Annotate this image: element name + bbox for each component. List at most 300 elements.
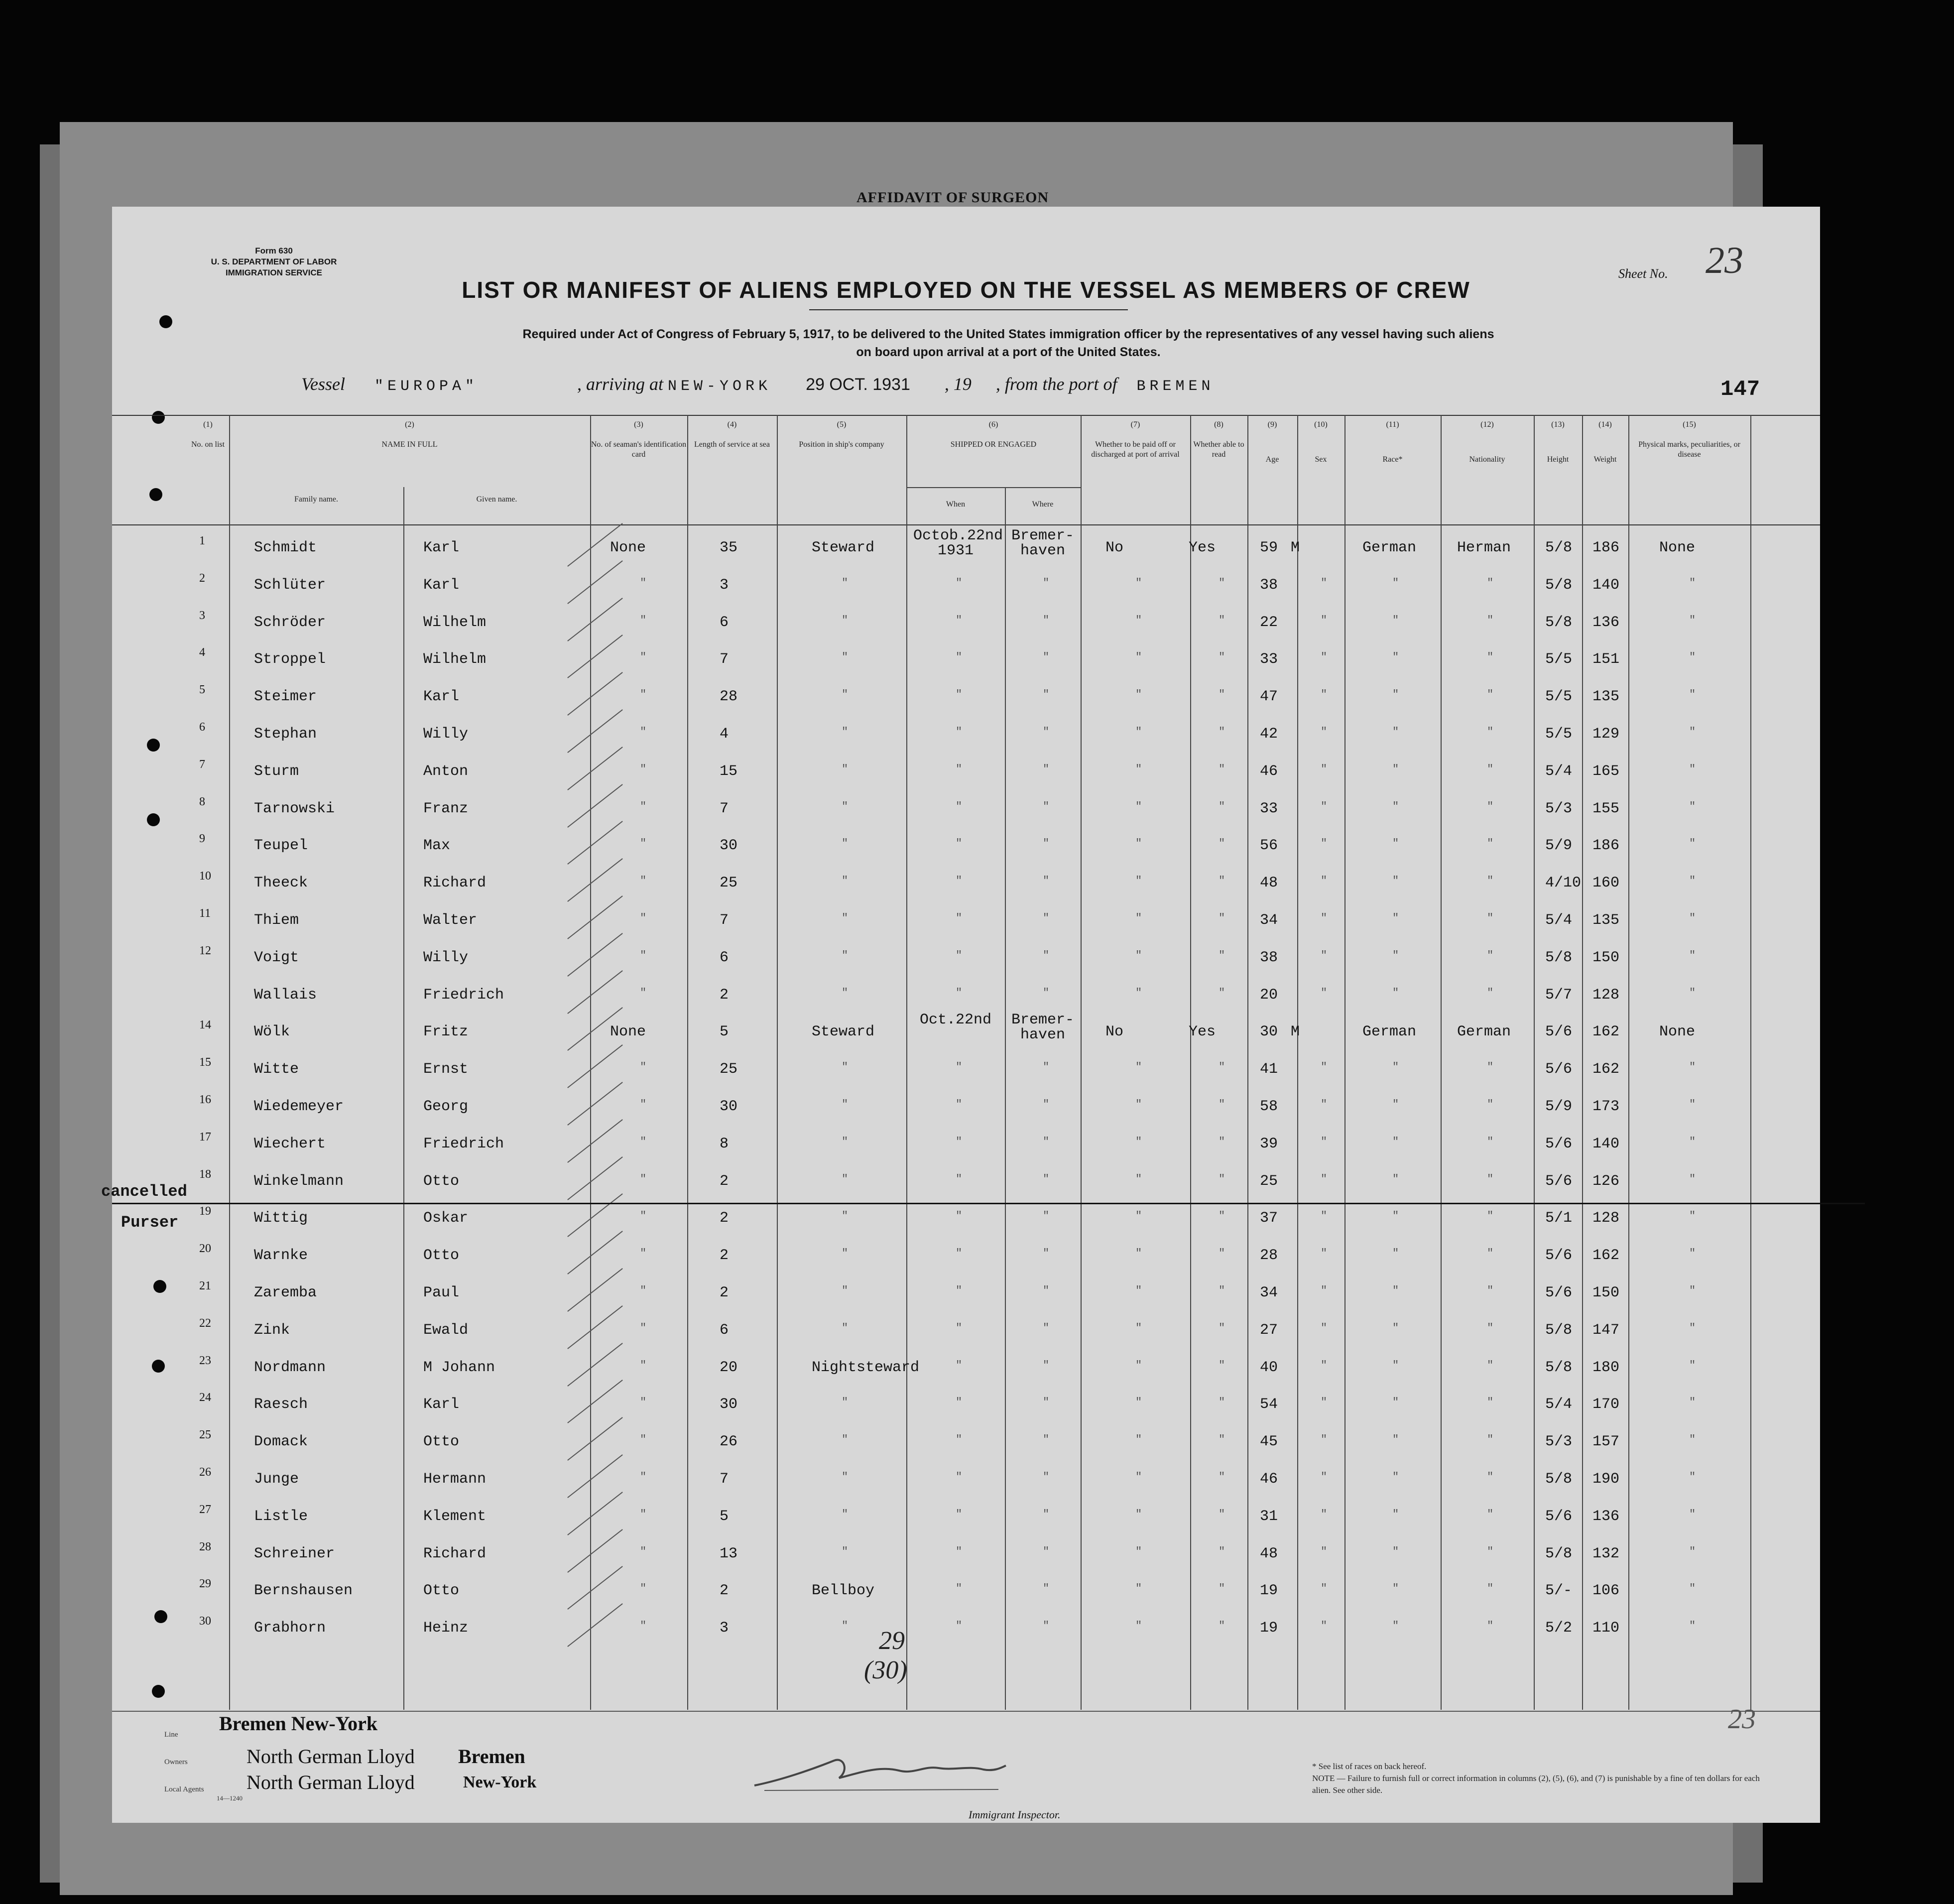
cell-when: "	[956, 614, 963, 627]
cell-marks: "	[1689, 1545, 1696, 1558]
cell-race: "	[1392, 1545, 1399, 1558]
cell-card: "	[640, 1247, 647, 1260]
cell-position: "	[842, 800, 849, 813]
cell-where: "	[1043, 688, 1050, 701]
cell-paid: "	[1135, 875, 1142, 888]
cell-sex: "	[1321, 726, 1328, 738]
cell-where: "	[1043, 1247, 1050, 1260]
cell-family: Wiedemeyer	[254, 1098, 344, 1115]
cell-given: Oskar	[423, 1210, 469, 1227]
cell-service: 8	[720, 1135, 729, 1152]
cell-height: 5/8	[1545, 1471, 1573, 1488]
cell-position: Bellboy	[812, 1582, 875, 1600]
date-stamp: 29 OCT. 1931	[806, 375, 910, 394]
inspector-signature	[749, 1751, 1008, 1795]
cell-where: "	[1043, 1396, 1050, 1409]
cell-nationality: "	[1487, 1359, 1494, 1372]
cell-nationality: "	[1487, 614, 1494, 627]
cell-paid: "	[1135, 1247, 1142, 1260]
cell-height: 5/6	[1545, 1023, 1573, 1041]
cell-position: "	[842, 762, 849, 775]
row-number: 9	[199, 832, 205, 846]
cell-paid: "	[1135, 1135, 1142, 1148]
corner-mark: 23	[1728, 1704, 1756, 1735]
cell-paid: No	[1105, 1023, 1124, 1041]
cell-sex: "	[1321, 651, 1328, 664]
cell-sex: "	[1321, 614, 1328, 627]
check-mark	[567, 1268, 623, 1312]
cell-card: "	[640, 1359, 647, 1372]
arrival-port: NEW-YORK	[668, 378, 772, 395]
cell-when: "	[956, 651, 963, 664]
cell-sex: "	[1321, 762, 1328, 775]
cell-given: Wilhelm	[423, 614, 487, 631]
cell-when: "	[956, 1098, 963, 1111]
cell-race: "	[1392, 1508, 1399, 1521]
cell-paid: "	[1135, 1359, 1142, 1372]
cell-when: "	[956, 1582, 963, 1595]
row-number: 25	[199, 1428, 211, 1442]
cell-family: Sturm	[254, 762, 299, 780]
family-name-header: Family name.	[294, 495, 338, 504]
cell-race: "	[1392, 1210, 1399, 1223]
cell-read: Yes	[1189, 539, 1216, 556]
cell-position: "	[842, 1321, 849, 1334]
manifest-sheet	[101, 207, 1820, 1823]
form-code: 14—1240	[217, 1794, 243, 1802]
cell-weight: 136	[1592, 1508, 1620, 1525]
check-mark	[567, 1044, 623, 1088]
cell-marks: "	[1689, 1471, 1696, 1483]
cell-height: 5/4	[1545, 912, 1573, 929]
cell-sex: "	[1321, 1135, 1328, 1148]
cell-paid: "	[1135, 1545, 1142, 1558]
cell-read: "	[1219, 912, 1225, 924]
cell-marks: "	[1689, 1396, 1696, 1409]
cell-weight: 106	[1592, 1582, 1620, 1600]
cell-read: "	[1219, 1135, 1225, 1148]
table-row	[112, 1610, 1820, 1647]
table-row	[112, 827, 1820, 865]
check-mark	[567, 1119, 623, 1163]
cell-age: 34	[1260, 912, 1278, 929]
cell-given: Karl	[423, 539, 460, 556]
cell-read: "	[1219, 762, 1225, 775]
row-number: 30	[199, 1615, 211, 1628]
cell-family: Wiechert	[254, 1135, 326, 1152]
cell-read: "	[1219, 1396, 1225, 1409]
cell-read: "	[1219, 1321, 1225, 1334]
cell-weight: 155	[1592, 800, 1620, 817]
cell-marks: "	[1689, 1620, 1696, 1633]
cell-age: 47	[1260, 688, 1278, 706]
cell-paid: "	[1135, 614, 1142, 627]
cell-weight: 151	[1592, 651, 1620, 668]
cell-where: "	[1043, 1433, 1050, 1446]
cell-paid: "	[1135, 949, 1142, 962]
table-row	[112, 604, 1820, 641]
cell-weight: 147	[1592, 1321, 1620, 1339]
cell-given: Hermann	[423, 1471, 487, 1488]
cell-marks: "	[1689, 614, 1696, 627]
agents-label: Local Agents	[164, 1785, 204, 1793]
cell-height: 5/3	[1545, 1433, 1573, 1451]
cell-read: Yes	[1189, 1023, 1216, 1041]
check-mark	[567, 858, 623, 902]
cell-paid: "	[1135, 1582, 1142, 1595]
cell-card: "	[640, 1471, 647, 1483]
row-number: 4	[199, 646, 205, 659]
cell-given: Richard	[423, 875, 487, 892]
cell-when: "	[956, 1620, 963, 1633]
cell-height: 5/4	[1545, 1396, 1573, 1413]
cell-sex: "	[1321, 1433, 1328, 1446]
line-value: Bremen New-York	[219, 1712, 378, 1735]
cell-given: Otto	[423, 1433, 460, 1451]
cell-read: "	[1219, 875, 1225, 888]
cell-height: 5/5	[1545, 688, 1573, 706]
cell-service: 2	[720, 1247, 729, 1265]
cell-height: 5/8	[1545, 576, 1573, 594]
cell-position: "	[842, 726, 849, 738]
cell-weight: 190	[1592, 1471, 1620, 1488]
cell-where: "	[1043, 1061, 1050, 1074]
cell-position: "	[842, 651, 849, 664]
table-row	[112, 1535, 1820, 1573]
cell-service: 15	[720, 762, 738, 780]
cell-age: 59	[1260, 539, 1278, 556]
cell-card: "	[640, 1396, 647, 1409]
cell-marks: "	[1689, 1061, 1696, 1074]
manifest-title: LIST OR MANIFEST OF ALIENS EMPLOYED ON THE VESSEL AS MEMBERS OF CREW	[462, 277, 1470, 303]
cell-family: Tarnowski	[254, 800, 335, 817]
cell-card: "	[640, 1545, 647, 1558]
row-number: 1	[199, 534, 205, 547]
cell-race: "	[1392, 1359, 1399, 1372]
cell-weight: 170	[1592, 1396, 1620, 1413]
cell-where: "	[1043, 1508, 1050, 1521]
cell-weight: 160	[1592, 875, 1620, 892]
cell-age: 38	[1260, 576, 1278, 594]
cell-sex: M	[1291, 539, 1300, 556]
cell-service: 7	[720, 1471, 729, 1488]
cell-position: "	[842, 576, 849, 589]
cell-marks: "	[1689, 1247, 1696, 1260]
cell-read: "	[1219, 726, 1225, 738]
cell-height: 5/5	[1545, 726, 1573, 743]
departure-port: BREMEN	[1136, 378, 1215, 395]
cell-service: 2	[720, 1582, 729, 1600]
cell-nationality: "	[1487, 1433, 1494, 1446]
cell-age: 45	[1260, 1433, 1278, 1451]
col1-header: (1) No. on list	[191, 420, 225, 449]
cell-marks: "	[1689, 1135, 1696, 1148]
cell-race: German	[1362, 539, 1417, 556]
cell-height: 5/8	[1545, 1321, 1573, 1339]
cell-given: Paul	[423, 1284, 460, 1301]
cell-nationality: "	[1487, 651, 1494, 664]
punch-hole	[159, 315, 172, 328]
cell-paid: "	[1135, 576, 1142, 589]
cell-nationality: "	[1487, 1284, 1494, 1297]
cell-sex: "	[1321, 1061, 1328, 1074]
cell-card: "	[640, 1508, 647, 1521]
cell-race: "	[1392, 837, 1399, 850]
cell-paid: "	[1135, 837, 1142, 850]
cell-read: "	[1219, 837, 1225, 850]
cell-card: None	[610, 1023, 646, 1041]
row-number: 2	[199, 571, 205, 585]
cell-paid: "	[1135, 1210, 1142, 1223]
cell-family: Stephan	[254, 726, 317, 743]
cell-card: "	[640, 688, 647, 701]
cell-card: "	[640, 1172, 647, 1185]
row-number: 27	[199, 1503, 211, 1516]
cell-family: Wölk	[254, 1023, 290, 1041]
cell-marks: "	[1689, 1582, 1696, 1595]
cell-race: "	[1392, 1061, 1399, 1074]
cell-nationality: "	[1487, 1172, 1494, 1185]
cell-when: "	[956, 1061, 963, 1074]
cell-marks: "	[1689, 1433, 1696, 1446]
check-mark	[567, 970, 623, 1014]
table-row	[112, 865, 1820, 902]
cell-height: 5/8	[1545, 539, 1573, 556]
cell-paid: "	[1135, 726, 1142, 738]
cell-service: 2	[720, 1284, 729, 1301]
cell-family: Voigt	[254, 949, 299, 966]
cell-given: Georg	[423, 1098, 469, 1115]
cell-sex: "	[1321, 1172, 1328, 1185]
cell-service: 5	[720, 1023, 729, 1041]
cell-nationality: "	[1487, 837, 1494, 850]
cell-given: Walter	[423, 912, 478, 929]
manifest-subtitle: Required under Act of Congress of February 5, 1917, to be delivered to the United States immigration officer by the representatives of any vessel having such aliens on board upon arrival at a port of the United States.	[522, 327, 1494, 359]
cell-read: "	[1219, 1247, 1225, 1260]
table-row	[112, 1051, 1820, 1088]
where-header: Where	[1032, 500, 1054, 508]
cell-nationality: "	[1487, 1210, 1494, 1223]
cell-height: 5/6	[1545, 1061, 1573, 1078]
cell-when: "	[956, 949, 963, 962]
col3-header: (3) No. of seaman's identification card	[591, 420, 687, 459]
cell-service: 25	[720, 1061, 738, 1078]
cell-when: "	[956, 912, 963, 924]
cell-race: "	[1392, 576, 1399, 589]
cell-paid: "	[1135, 1098, 1142, 1111]
cell-marks: "	[1689, 651, 1696, 664]
cell-sex: "	[1321, 1508, 1328, 1521]
cell-weight: 157	[1592, 1433, 1620, 1451]
cell-where: "	[1043, 1098, 1050, 1111]
cell-given: Ernst	[423, 1061, 469, 1078]
cancellation-strike	[112, 1203, 1865, 1204]
cell-marks: "	[1689, 1321, 1696, 1334]
cell-weight: 150	[1592, 949, 1620, 966]
inspector-label: Immigrant Inspector.	[969, 1808, 1061, 1821]
cell-height: 5/6	[1545, 1135, 1573, 1152]
cell-nationality: "	[1487, 1321, 1494, 1334]
check-mark	[567, 1603, 623, 1647]
sheet-number-label: Sheet No.	[1618, 266, 1668, 281]
col10-header: (10) Sex	[1314, 420, 1328, 464]
cell-service: 7	[720, 800, 729, 817]
cell-marks: None	[1659, 539, 1696, 556]
cell-nationality: "	[1487, 688, 1494, 701]
check-mark	[567, 1156, 623, 1200]
cell-given: Willy	[423, 726, 469, 743]
cell-when: "	[956, 688, 963, 701]
cell-nationality: "	[1487, 875, 1494, 888]
cell-card: "	[640, 949, 647, 962]
handwritten-tally: 29 (30)	[864, 1627, 907, 1684]
check-mark	[567, 672, 623, 716]
vessel-name: "EUROPA"	[374, 378, 479, 395]
cell-race: "	[1392, 1247, 1399, 1260]
cell-age: 27	[1260, 1321, 1278, 1339]
cell-age: 34	[1260, 1284, 1278, 1301]
cell-service: 30	[720, 1098, 738, 1115]
cell-position: "	[842, 1135, 849, 1148]
cell-nationality: "	[1487, 1620, 1494, 1633]
cell-card: "	[640, 1620, 647, 1633]
cell-service: 7	[720, 912, 729, 929]
cell-marks: "	[1689, 800, 1696, 813]
cell-family: Domack	[254, 1433, 308, 1451]
cell-service: 20	[720, 1359, 738, 1376]
cell-height: 5/6	[1545, 1284, 1573, 1301]
footer-note: * See list of races on back hereof. NOTE — Failure to furnish full or correct information in columns (2), (5), (6), and (7) is punishable by a fine of ten dollars for each alien. See other side.	[1312, 1762, 1760, 1795]
check-mark	[567, 1529, 623, 1573]
cell-when: "	[956, 1321, 963, 1334]
cell-where: "	[1043, 1582, 1050, 1595]
cell-sex: "	[1321, 986, 1328, 999]
cell-height: 5/8	[1545, 1359, 1573, 1376]
agents-city: New-York	[463, 1773, 537, 1791]
table-row	[112, 1461, 1820, 1498]
table-row	[112, 1126, 1820, 1163]
cell-position: Nightsteward	[812, 1359, 920, 1376]
cell-marks: "	[1689, 688, 1696, 701]
cell-family: Raesch	[254, 1396, 308, 1413]
cell-service: 2	[720, 1210, 729, 1227]
cell-given: Klement	[423, 1508, 487, 1525]
cell-race: "	[1392, 1471, 1399, 1483]
check-mark	[567, 784, 623, 828]
cell-sex: "	[1321, 1098, 1328, 1111]
page-number: 147	[1720, 377, 1760, 402]
cell-age: 31	[1260, 1508, 1278, 1525]
cell-paid: "	[1135, 1321, 1142, 1334]
cell-marks: "	[1689, 1172, 1696, 1185]
cell-when: "	[956, 986, 963, 999]
cell-read: "	[1219, 949, 1225, 962]
cell-family: Steimer	[254, 688, 317, 706]
cell-position: "	[842, 1284, 849, 1297]
table-row	[112, 529, 1820, 567]
cell-given: Franz	[423, 800, 469, 817]
cell-race: "	[1392, 762, 1399, 775]
cell-when: "	[956, 837, 963, 850]
cell-where: "	[1043, 1135, 1050, 1148]
cell-paid: No	[1105, 539, 1124, 556]
cell-where: "	[1043, 1284, 1050, 1297]
cell-weight: 173	[1592, 1098, 1620, 1115]
check-mark	[567, 1454, 623, 1498]
cell-race: "	[1392, 726, 1399, 738]
cell-card: "	[640, 986, 647, 999]
cell-height: 5/5	[1545, 651, 1573, 668]
owners-value: North German Lloyd	[246, 1745, 415, 1768]
cell-card: "	[640, 1098, 647, 1111]
cell-marks: "	[1689, 986, 1696, 999]
cell-given: Friedrich	[423, 1135, 504, 1152]
cell-family: Bernshausen	[254, 1582, 353, 1600]
table-row	[112, 1423, 1820, 1461]
cell-card: "	[640, 1135, 647, 1148]
row-number: 16	[199, 1093, 211, 1106]
form-identifier: Form 630 U. S. DEPARTMENT OF LABOR IMMIGRATION SERVICE	[211, 246, 337, 277]
cell-race: "	[1392, 1135, 1399, 1148]
row-number: 8	[199, 795, 205, 808]
cell-read: "	[1219, 1098, 1225, 1111]
cell-position: "	[842, 986, 849, 999]
table-row	[112, 641, 1820, 678]
cell-position: "	[842, 1620, 849, 1633]
check-mark	[567, 895, 623, 939]
footer	[112, 1711, 1820, 1823]
rule	[112, 415, 1820, 416]
cell-age: 33	[1260, 800, 1278, 817]
affidavit-heading: AFFIDAVIT OF SURGEON	[856, 189, 1049, 206]
cell-family: Warnke	[254, 1247, 308, 1265]
vessel-line: Vessel "EUROPA" , arriving at NEW-YORK 29 OCT. 1931 , 19 , from the port of BREMEN	[301, 374, 1215, 395]
cell-service: 13	[720, 1545, 738, 1562]
cell-race: "	[1392, 1098, 1399, 1111]
cell-weight: 128	[1592, 986, 1620, 1004]
cell-card: "	[640, 912, 647, 924]
cell-card: "	[640, 1284, 647, 1297]
cell-where: Bremer- haven	[1011, 1012, 1075, 1044]
cell-given: M Johann	[423, 1359, 495, 1376]
cell-given: Max	[423, 837, 451, 855]
cell-weight: 186	[1592, 837, 1620, 855]
check-mark	[567, 560, 623, 604]
cell-race: "	[1392, 1433, 1399, 1446]
cell-sex: "	[1321, 1545, 1328, 1558]
check-mark	[567, 1417, 623, 1461]
cell-family: Grabhorn	[254, 1620, 326, 1637]
cell-marks: "	[1689, 1508, 1696, 1521]
cell-marks: "	[1689, 576, 1696, 589]
cell-paid: "	[1135, 1396, 1142, 1409]
cell-height: 4/10	[1545, 875, 1582, 892]
cell-age: 42	[1260, 726, 1278, 743]
cell-nationality: "	[1487, 1508, 1494, 1521]
cell-read: "	[1219, 1359, 1225, 1372]
cell-position: "	[842, 614, 849, 627]
cell-sex: "	[1321, 800, 1328, 813]
cell-marks: "	[1689, 837, 1696, 850]
cell-marks: "	[1689, 875, 1696, 888]
cell-age: 39	[1260, 1135, 1278, 1152]
title-rule	[809, 309, 1128, 310]
cell-when: "	[956, 1172, 963, 1185]
cell-where: "	[1043, 1321, 1050, 1334]
cell-when: "	[956, 1471, 963, 1483]
cell-sex: "	[1321, 1210, 1328, 1223]
cell-read: "	[1219, 1210, 1225, 1223]
